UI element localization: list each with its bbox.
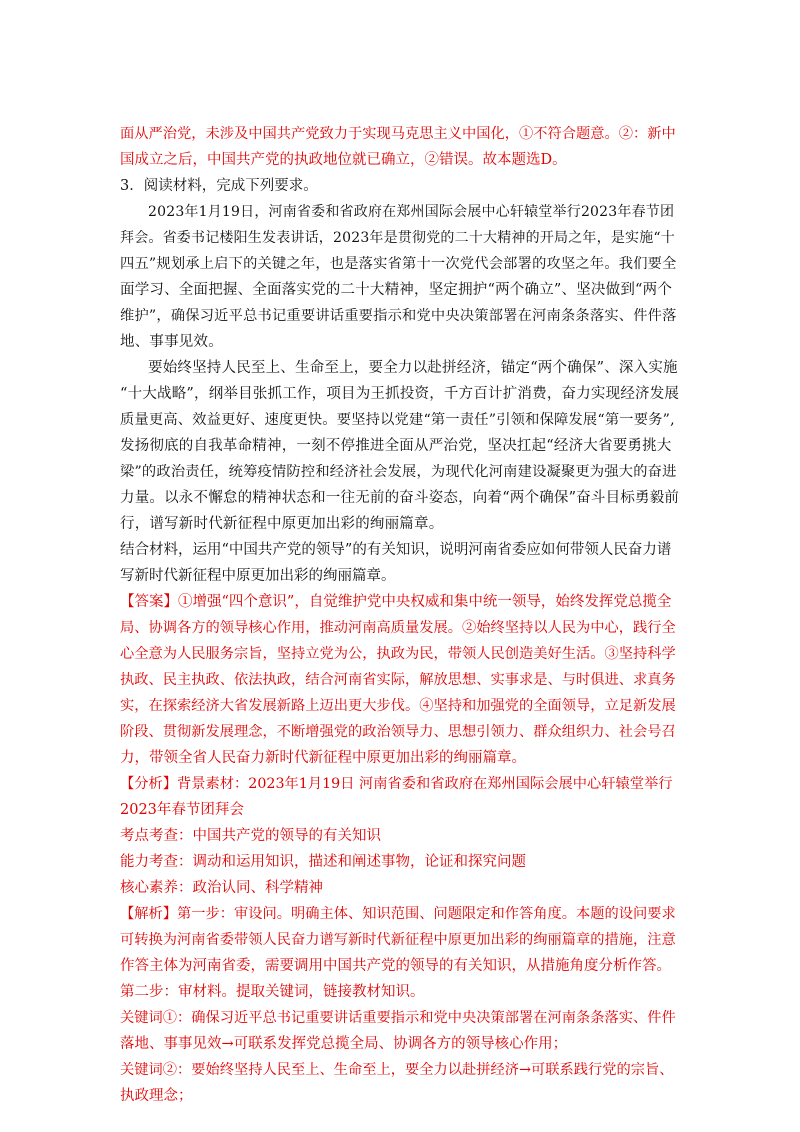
analysis-line: 【分析】背景素材：2023年1月19日 河南省委和省政府在郑州国际会展中心轩辕堂举行 <box>120 776 673 792</box>
answer-line: 心全意为人民服务宗旨，坚持立党为公，执政为民，带领人民创造美好生活。③坚持科学 <box>120 646 676 662</box>
material-line: 发扬彻底的自我革命精神，一刻不停推进全面从严治党，坚决扛起“经济大省要勇挑大 <box>120 438 672 454</box>
previous-answer-line: 面从严治党，未涉及中国共产党致力于实现马克思主义中国化，①不符合题意。②：新中 <box>120 126 676 142</box>
material-line: 拜会。省委书记楼阳生发表讲话，2023年是贯彻党的二十大精神的开局之年，是实施“十 <box>120 230 675 246</box>
material-line: 力量。以永不懈怠的精神状态和一往无前的奋斗姿态，向着“两个确保”奋斗目标勇毅前 <box>120 490 680 506</box>
material-line: 维护”，确保习近平总书记重要讲话重要指示和党中央决策部署在河南条条落实、件件落 <box>120 308 677 324</box>
material-line: 梁”的政治责任，统筹疫情防控和经济社会发展，为现代化河南建设凝聚更为强大的奋进 <box>120 464 677 480</box>
material-line: “十大战略”，纲举目张抓工作，项目为王抓投资，千方百计扩消费，奋力实现经济发展 <box>120 386 680 402</box>
material-line: 2023年1月19日，河南省委和省政府在郑州国际会展中心轩辕堂举行2023年春节团 <box>148 204 675 220</box>
analysis-line: 考点考查：中国共产党的领导的有关知识 <box>120 828 381 844</box>
material-line: 质量更高、效益更好、速度更快。要坚持以党建“第一责任”引领和保障发展“第一要务”, <box>120 412 675 428</box>
material-line: 地、事事见效。 <box>120 334 223 350</box>
explanation-line: 作答主体为河南省委，需要调用中国共产党的领导的有关知识，从措施角度分析作答。 <box>120 958 671 974</box>
analysis-line: 2023年春节团拜会 <box>120 802 244 818</box>
question-prompt-line: 写新时代新征程中原更加出彩的绚丽篇章。 <box>120 568 396 584</box>
answer-line: 阶段、贯彻新发展理念，不断增强党的政治领导力、思想引领力、群众组织力、社会号召 <box>120 724 676 740</box>
explanation-line: 关键词②：要始终坚持人民至上、生命至上，要全力以赴拼经济→可联系践行党的宗旨、 <box>120 1062 674 1078</box>
question-prompt-line: 结合材料，运用“中国共产党的领导”的有关知识，说明河南省委应如何带领人民奋力谱 <box>120 542 672 558</box>
answer-line: 【答案】①增强“四个意识”，自觉维护党中央权威和集中统一领导，始终发挥党总揽全 <box>120 594 672 610</box>
question-heading: 3．阅读材料，完成下列要求。 <box>120 178 318 194</box>
explanation-line: 可转换为河南省委带领人民奋力谱写新时代新征程中原更加出彩的绚丽篇章的措施，注意 <box>120 932 676 948</box>
answer-line: 实，在探索经济大省发展新路上迈出更大步伐。④坚持和加强党的全面领导，立足新发展 <box>120 698 676 714</box>
explanation-line: 落地、事事见效→可联系发挥党总揽全局、协调各方的领导核心作用； <box>120 1036 568 1052</box>
answer-line: 执政、民主执政、依法执政，结合河南省实际，解放思想、实事求是、与时俱进、求真务 <box>120 672 676 688</box>
material-line: 要始终坚持人民至上、生命至上，要全力以赴拼经济，锚定“两个确保”、深入实施 <box>148 360 678 376</box>
material-line: 四五”规划承上启下的关键之年，也是落实省第十一次党代会部署的攻坚之年。我们要全 <box>120 256 677 272</box>
material-line: 行，谱写新时代新征程中原更加出彩的绚丽篇章。 <box>120 516 444 532</box>
previous-answer-line: 国成立之后，中国共产党的执政地位就已确立，②错误。故本题选D。 <box>120 152 567 168</box>
answer-line: 局、协调各方的领导核心作用，推动河南高质量发展。②始终坚持以人民为中心，践行全 <box>120 620 676 636</box>
explanation-line: 关键词①：确保习近平总书记重要讲话重要指示和党中央决策部署在河南条条落实、件件 <box>120 1010 676 1026</box>
explanation-line: 第二步：审材料。提取关键词，链接教材知识。 <box>120 984 425 1000</box>
explanation-line: 执政理念； <box>120 1088 193 1104</box>
answer-line: 力，带领全省人民奋力新时代新征程中原更加出彩的绚丽篇章。 <box>120 750 526 766</box>
material-line: 面学习、全面把握、全面落实党的二十大精神，坚定拥护“两个确立”、坚决做到“两个 <box>120 282 673 298</box>
explanation-line: 【解析】第一步：审设问。明确主体、知识范围、问题限定和作答角度。本题的设问要求 <box>120 906 676 922</box>
analysis-line: 核心素养：政治认同、科学精神 <box>120 880 323 896</box>
analysis-line: 能力考查：调动和运用知识，描述和阐述事物，论证和探究问题 <box>120 854 526 870</box>
